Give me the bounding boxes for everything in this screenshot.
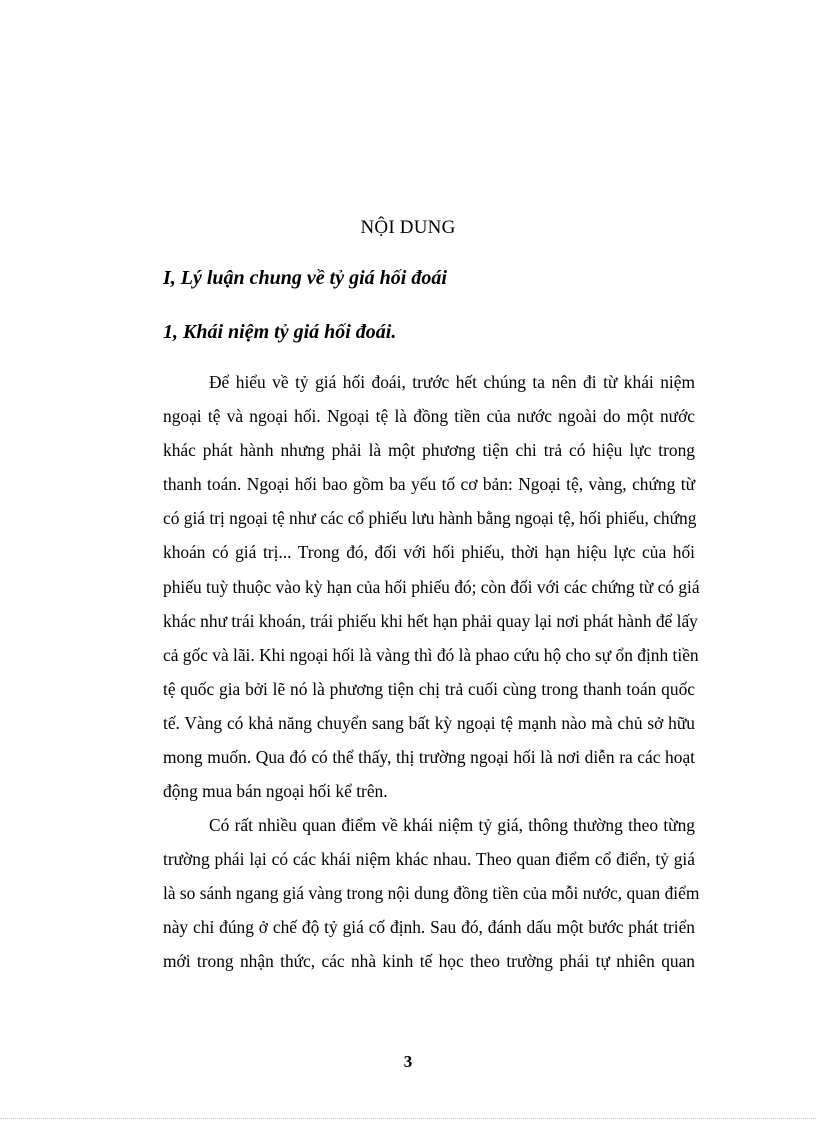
text-line: thanh toán. Ngoại hối bao gồm ba yếu tố cơ bản: Ngoại tệ, vàng, chứng từ (163, 474, 695, 495)
page-number: 3 (403, 1052, 413, 1071)
text-line: tệ quốc gia bởi lẽ nó là phương tiện chị trả cuối cùng trong thanh toán quốc (163, 678, 695, 699)
text-line: trường phái lại có các khái niệm khác nhau. Theo quan điểm cổ điển, tỷ giá (163, 849, 695, 870)
paragraph-1 (163, 365, 700, 808)
page-title: NỘI DUNG (360, 217, 456, 238)
text-line: mong muốn. Qua đó có thể thấy, thị trường ngoại hối là nơi diễn ra các hoạt (163, 747, 695, 768)
text-line: ngoại tệ và ngoại hối. Ngoại tệ là đồng tiền của nước ngoài do một nước (163, 406, 695, 427)
text-line: khoán có giá trị... Trong đó, đối với hối phiếu, thời hạn hiệu lực của hối (163, 542, 695, 563)
text-line: Có rất nhiều quan điểm về khái niệm tỷ giá, thông thường theo từng (209, 815, 695, 835)
text-line: khác phát hành nhưng phải là một phương tiện chi trả có hiệu lực trong (163, 440, 695, 461)
subsection-heading: 1, Khái niệm tỷ giá hối đoái. (163, 321, 397, 343)
text-line: mới trong nhận thức, các nhà kinh tế học theo trường phái tự nhiên quan (163, 951, 695, 972)
text-line: cả gốc và lãi. Khi ngoại hối là vàng thì đó là phao cứu hộ cho sự ổn định tiền (163, 644, 699, 665)
text-line: có giá trị ngoại tệ như các cổ phiếu lưu hành bằng ngoại tệ, hối phiếu, chứng (163, 508, 697, 529)
text-line: này chỉ đúng ở chế độ tỷ giá cố định. Sau đó, đánh dấu một bước phát triển (163, 917, 695, 938)
text-line: động mua bán ngoại hối kể trên. (163, 781, 388, 802)
text-line: khác như trái khoán, trái phiếu khi hết hạn phải quay lại nơi phát hành để lấy (163, 610, 698, 631)
paragraph-2 (163, 808, 700, 978)
text-line: Để hiểu về tỷ giá hối đoái, trước hết chúng ta nên đi từ khái niệm (209, 372, 695, 392)
text-line: tế. Vàng có khả năng chuyển sang bất kỳ ngoại tệ mạnh nào mà chủ sở hữu (163, 712, 695, 733)
section-heading: I, Lý luận chung về tỷ giá hối đoái (163, 267, 447, 289)
text-line: là so sánh ngang giá vàng trong nội dung đồng tiền của mỗi nước, quan điểm (163, 883, 700, 904)
page-bottom-divider (0, 1118, 816, 1119)
text-line: phiếu tuỳ thuộc vào kỳ hạn của hối phiếu đó; còn đối với các chứng từ có giá (163, 576, 700, 597)
